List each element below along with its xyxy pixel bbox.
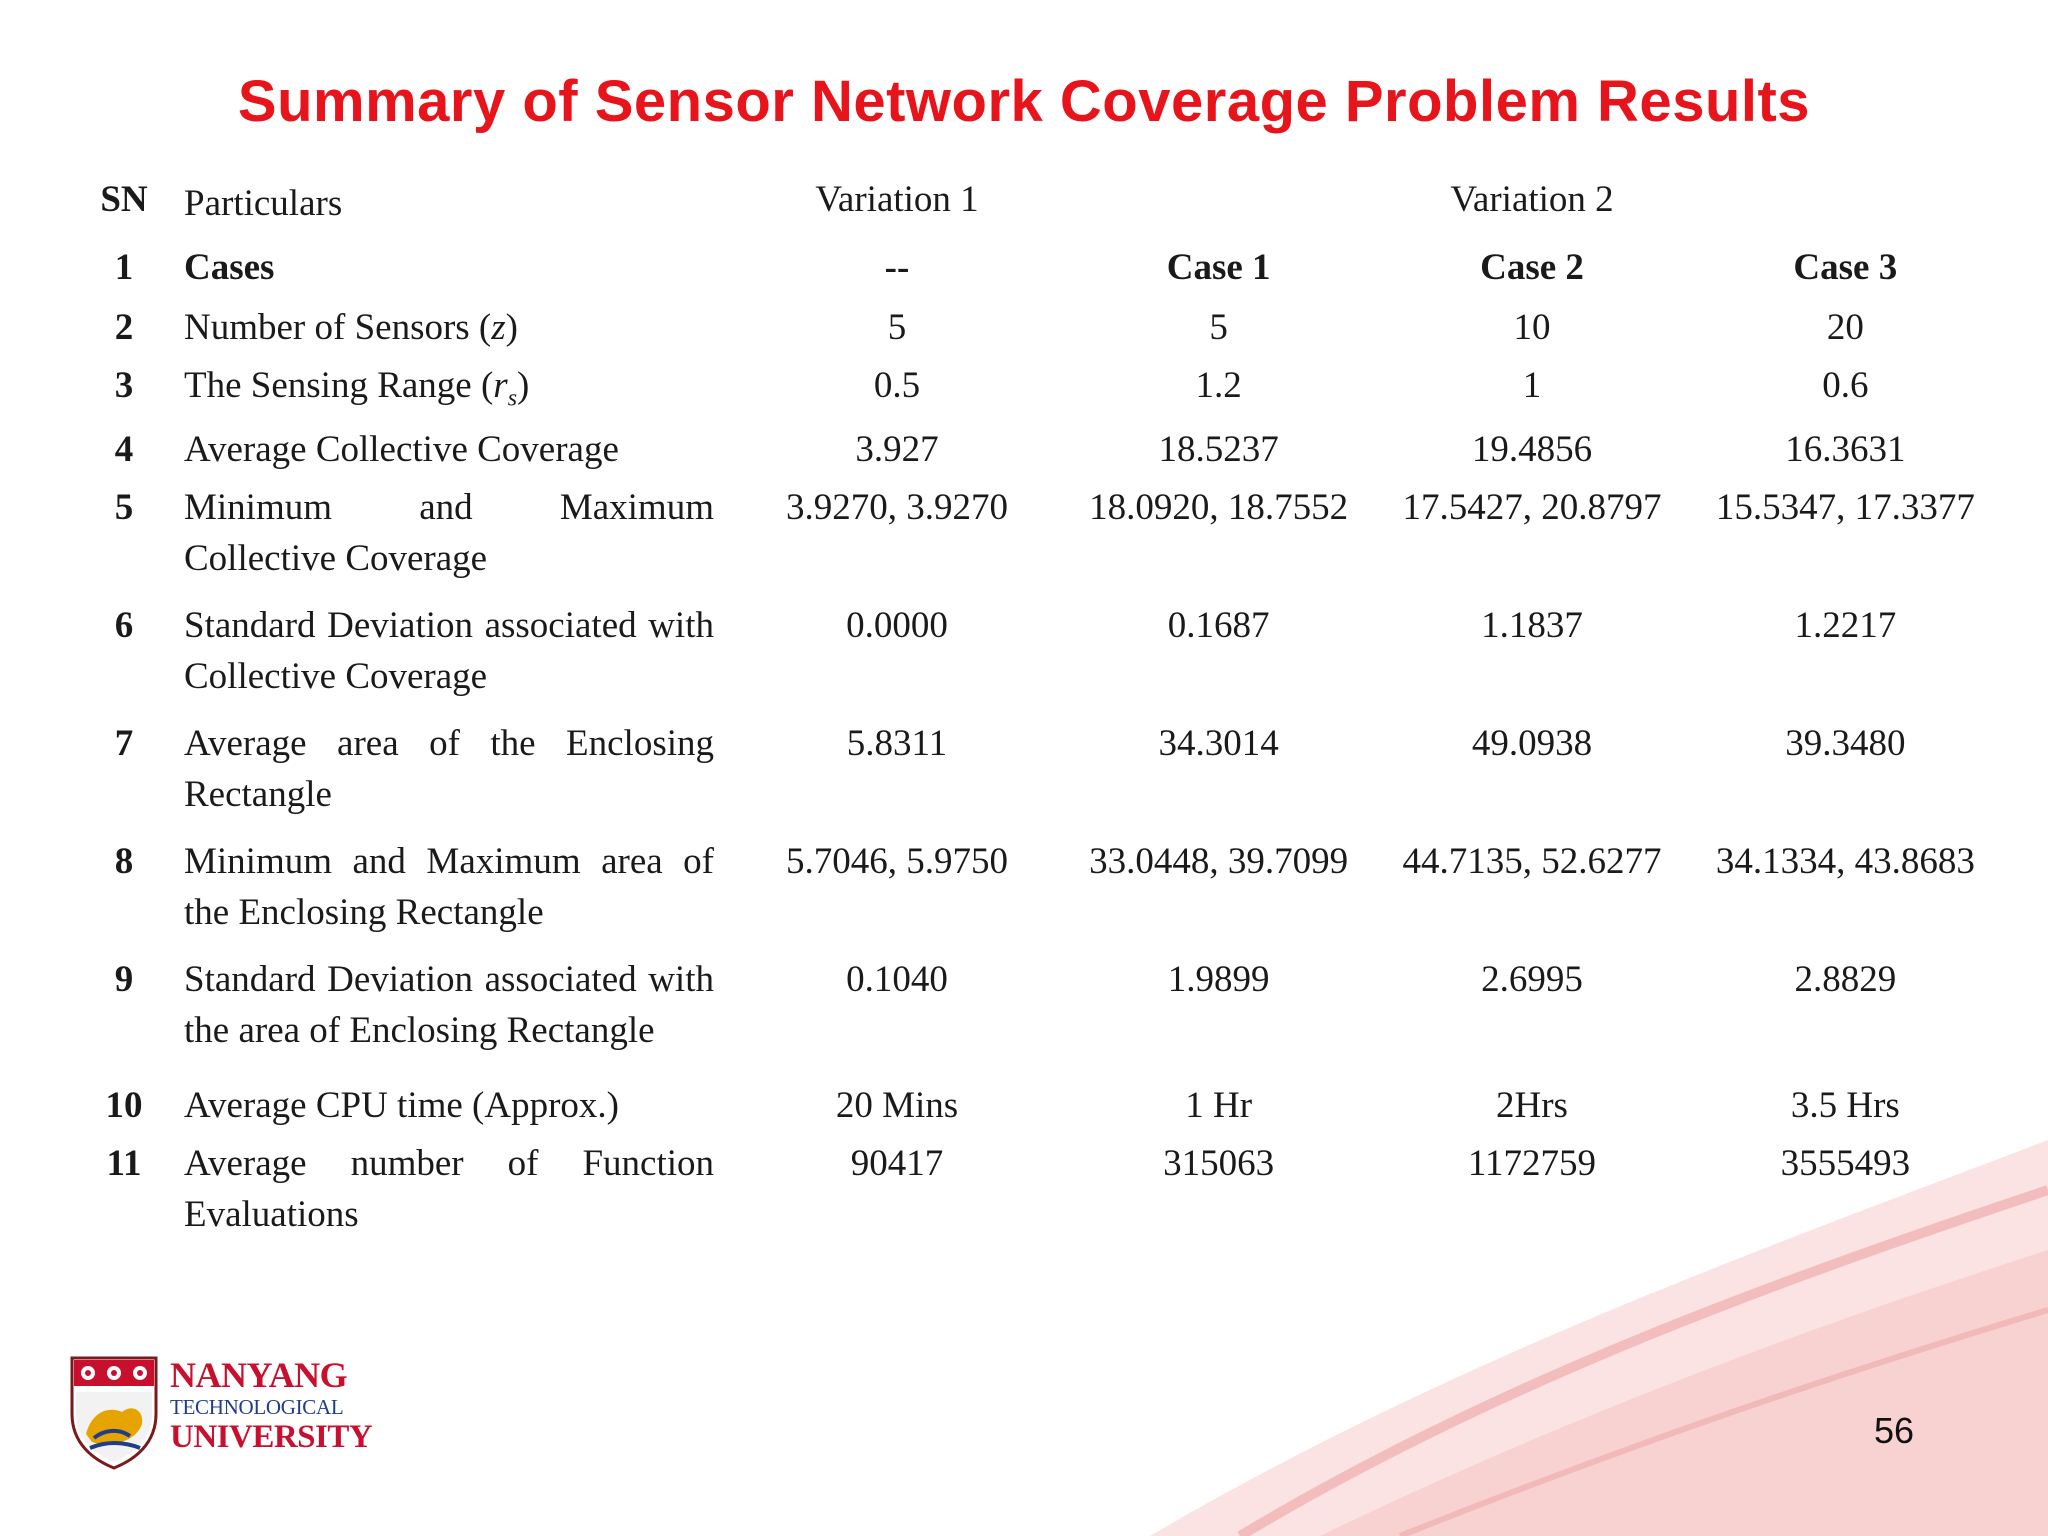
logo-line1: NANYANG bbox=[170, 1355, 348, 1395]
cell-case3: 20 bbox=[1826, 307, 1864, 348]
row-sn: 11 bbox=[106, 1143, 142, 1185]
cell-case2: 1172759 bbox=[1467, 1143, 1597, 1185]
table-row bbox=[82, 242, 2002, 302]
row-sn: 4 bbox=[114, 429, 134, 471]
cell-variation1: 5.8311 bbox=[846, 723, 948, 765]
math-subscript-s: s bbox=[507, 385, 518, 412]
cell-case3: 34.1334, 43.8683 bbox=[1715, 841, 1975, 883]
cell-case2: 49.0938 bbox=[1471, 723, 1593, 765]
logo-line2: TECHNOLOGICAL bbox=[170, 1395, 344, 1419]
cell-case1: 1.9899 bbox=[1167, 959, 1270, 1001]
row-sn: 2 bbox=[114, 307, 134, 348]
cell-case1: 1.2 bbox=[1195, 365, 1242, 406]
cell-case2: 17.5427, 20.8797 bbox=[1402, 487, 1662, 529]
cell-case2: 2.6995 bbox=[1481, 959, 1583, 1001]
logo-line3: UNIVERSITY bbox=[170, 1419, 373, 1455]
particulars-text: Number of Sensors ( bbox=[184, 307, 492, 348]
row-sn: 9 bbox=[114, 959, 134, 1001]
cell-case3: 1.2217 bbox=[1794, 605, 1897, 647]
table-row bbox=[82, 360, 2002, 424]
row-sn: 7 bbox=[114, 723, 134, 765]
cell-case1: Case 1 bbox=[1166, 247, 1271, 288]
math-symbol-r: r bbox=[493, 365, 508, 406]
table-header-row bbox=[82, 178, 2002, 242]
cell-case3: 3555493 bbox=[1780, 1143, 1911, 1185]
cell-case1: 18.0920, 18.7552 bbox=[1089, 487, 1349, 529]
cell-case2: Case 2 bbox=[1480, 247, 1584, 288]
cell-variation1: 0.1040 bbox=[846, 959, 948, 1001]
row-particulars: Average number of Function Evaluations bbox=[184, 1143, 714, 1236]
cell-case1: 34.3014 bbox=[1158, 723, 1279, 765]
cell-case1: 33.0448, 39.7099 bbox=[1089, 841, 1349, 883]
slide-title: Summary of Sensor Network Coverage Problem Results bbox=[237, 69, 1811, 134]
particulars-suffix: ) bbox=[517, 365, 530, 406]
header-sn: SN bbox=[100, 179, 148, 220]
table-row bbox=[82, 836, 2002, 954]
cell-case3: 15.5347, 17.3377 bbox=[1715, 487, 1975, 529]
table-row bbox=[82, 600, 2002, 718]
table-row bbox=[82, 954, 2002, 1080]
header-variation1: Variation 1 bbox=[815, 179, 979, 220]
row-sn: 6 bbox=[114, 605, 134, 647]
row-sn: 5 bbox=[114, 487, 134, 529]
cell-case1: 1 Hr bbox=[1185, 1085, 1253, 1127]
cell-variation1: 5.7046, 5.9750 bbox=[786, 841, 1008, 883]
row-particulars: Standard Deviation associated with Collective Coverage bbox=[184, 605, 714, 698]
cell-variation1: 0.0000 bbox=[846, 605, 948, 647]
table-row bbox=[82, 302, 2002, 360]
ntu-logo bbox=[70, 1352, 390, 1477]
cell-variation1: 5 bbox=[887, 307, 907, 348]
cell-case1: 315063 bbox=[1163, 1143, 1275, 1185]
table-row bbox=[82, 482, 2002, 600]
cell-case2: 44.7135, 52.6277 bbox=[1402, 841, 1662, 883]
page-number: 56 bbox=[1874, 1410, 1915, 1451]
cell-variation1: 20 Mins bbox=[835, 1085, 959, 1127]
table-row bbox=[82, 424, 2002, 482]
cell-case1: 0.1687 bbox=[1167, 605, 1270, 647]
header-variation2: Variation 2 bbox=[1450, 179, 1614, 220]
table-row bbox=[82, 1080, 2002, 1138]
table-row bbox=[82, 718, 2002, 836]
row-particulars: Standard Deviation associated with the area of Enclosing Rectangle bbox=[184, 959, 714, 1052]
cell-case1: 5 bbox=[1209, 307, 1228, 348]
row-sn: 10 bbox=[105, 1085, 143, 1127]
cell-variation1: 3.9270, 3.9270 bbox=[786, 487, 1008, 529]
row-sn: 8 bbox=[114, 841, 134, 883]
cell-case3: Case 3 bbox=[1793, 247, 1898, 288]
cell-variation1: 0.5 bbox=[873, 365, 921, 406]
cell-case2: 1.1837 bbox=[1481, 605, 1583, 647]
cell-case2: 2Hrs bbox=[1496, 1085, 1568, 1127]
row-sn: 3 bbox=[114, 365, 134, 406]
cell-case3: 39.3480 bbox=[1785, 723, 1906, 765]
cell-variation1: 3.927 bbox=[855, 429, 939, 471]
cell-variation1: 90417 bbox=[850, 1143, 944, 1185]
row-particulars: Minimum and Maximum Collective Coverage bbox=[184, 487, 714, 580]
cell-case2: 10 bbox=[1513, 307, 1551, 348]
results-table bbox=[82, 178, 2002, 1240]
row-sn: 1 bbox=[114, 247, 134, 288]
row-particulars: Average area of the Enclosing Rectangle bbox=[184, 723, 714, 816]
cell-case1: 18.5237 bbox=[1158, 429, 1279, 471]
row-particulars: Minimum and Maximum area of the Enclosing Rectangle bbox=[184, 841, 714, 934]
cell-case2: 19.4856 bbox=[1471, 429, 1593, 471]
cell-case3: 16.3631 bbox=[1785, 429, 1906, 471]
row-particulars bbox=[166, 360, 732, 424]
cell-case2: 1 bbox=[1522, 365, 1542, 406]
particulars-text: The Sensing Range ( bbox=[184, 365, 494, 406]
header-particulars: Particulars bbox=[184, 183, 343, 224]
row-particulars: Average Collective Coverage bbox=[184, 429, 619, 471]
table-row bbox=[82, 1138, 2002, 1240]
cell-case3: 2.8829 bbox=[1794, 959, 1897, 1001]
cell-case3: 3.5 Hrs bbox=[1790, 1085, 1900, 1127]
cell-variation1: -- bbox=[884, 247, 910, 288]
row-particulars: Average CPU time (Approx.) bbox=[184, 1085, 619, 1127]
particulars-suffix: ) bbox=[505, 307, 518, 348]
row-particulars bbox=[166, 302, 732, 360]
row-particulars: Cases bbox=[184, 247, 275, 288]
cell-case3: 0.6 bbox=[1822, 365, 1869, 406]
math-symbol-z: z bbox=[491, 307, 506, 348]
